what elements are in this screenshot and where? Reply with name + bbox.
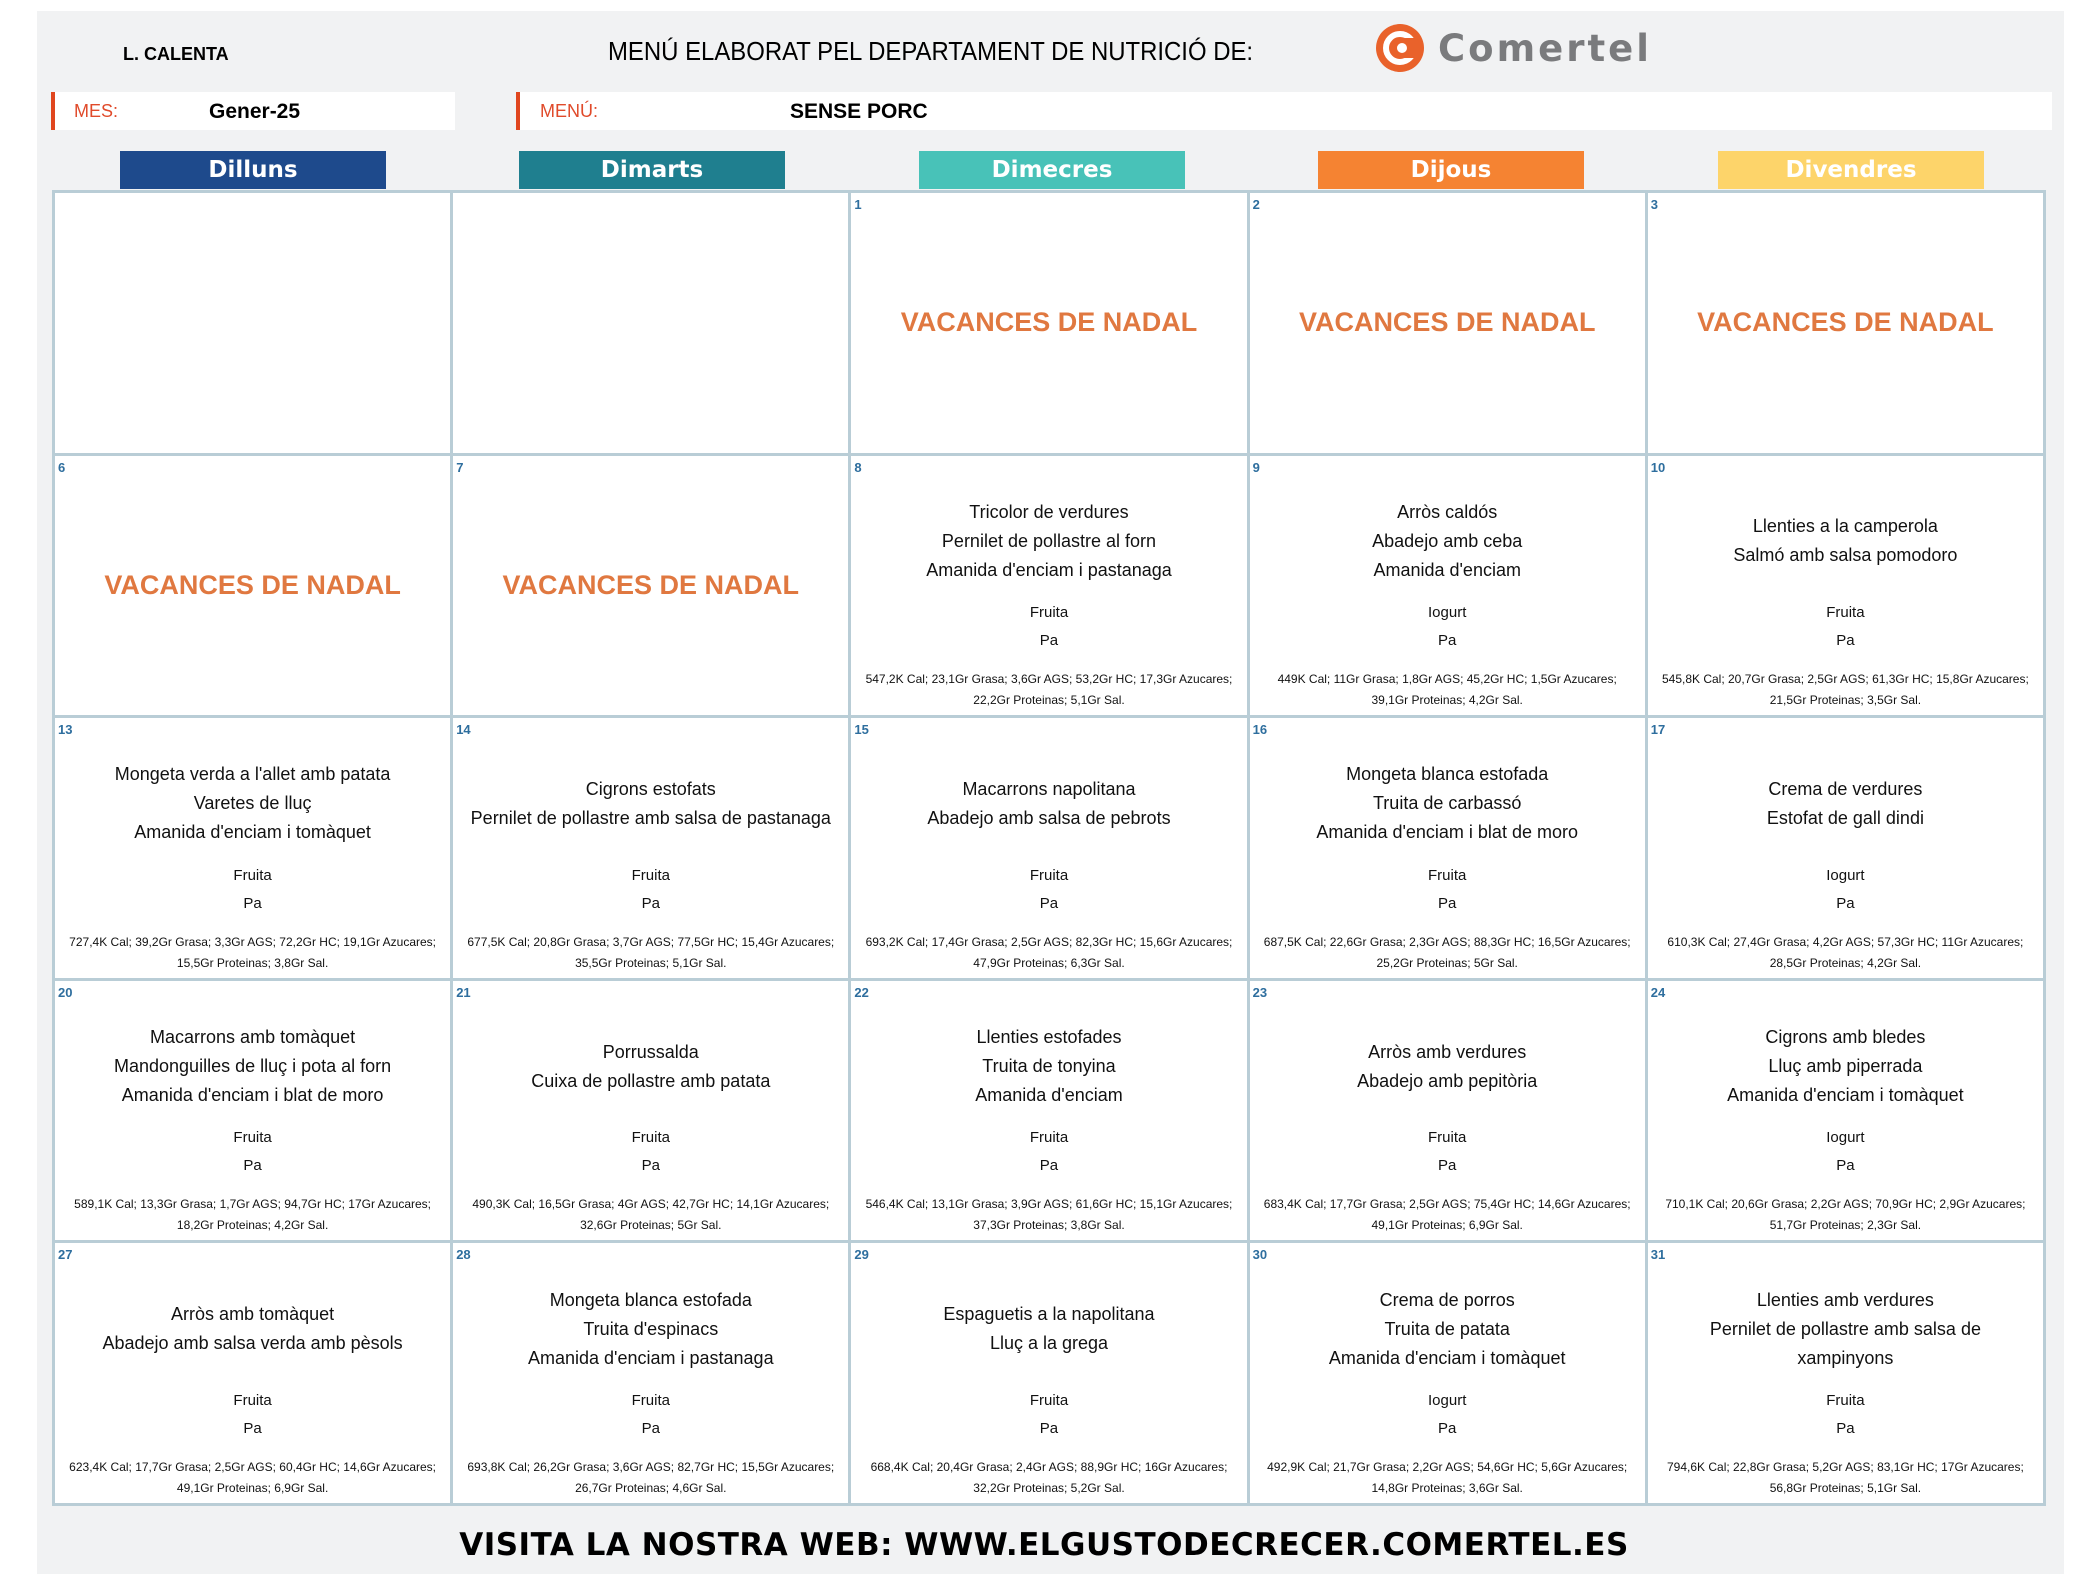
dish-list	[1767, 752, 1924, 856]
day-number: 28	[456, 1247, 471, 1263]
dessert-and-bread	[1428, 1387, 1466, 1443]
nutrition-info: 693,8K Cal; 26,2Gr Grasa; 3,6Gr AGS; 82,7Gr HC; 15,5Gr Azucares; 26,7Gr Proteinas; 4,6Gr Sal.	[467, 1460, 835, 1495]
dessert: Fruita	[631, 866, 670, 884]
bread: Pa	[641, 894, 660, 912]
dish-list	[1727, 1015, 1964, 1119]
day-number: 17	[1650, 722, 1666, 738]
dish-list	[103, 1277, 403, 1381]
dessert-and-bread	[1030, 1124, 1068, 1180]
menu-type-box	[516, 92, 2052, 130]
calendar-day-cell	[851, 718, 1246, 978]
dessert-and-bread	[1030, 599, 1068, 655]
calendar-day-cell	[1250, 718, 1645, 978]
dessert: Fruita	[1826, 1392, 1865, 1409]
bread: Pa	[1836, 894, 1855, 912]
dish: Mongeta blanca estofada	[1346, 764, 1549, 785]
bread: Pa	[641, 1420, 660, 1437]
dish-list	[943, 1277, 1154, 1381]
day-number: 13	[58, 722, 73, 738]
menu-type-value: SENSE PORC	[790, 100, 928, 123]
day-number: 10	[1650, 459, 1666, 475]
bread: Pa	[243, 1420, 262, 1437]
dessert-and-bread	[632, 862, 670, 918]
dish-list	[1357, 1015, 1537, 1119]
dish: Amanida d'enciam	[1373, 559, 1521, 580]
nutrition-info: 683,4K Cal; 17,7Gr Grasa; 2,5Gr AGS; 75,4Gr HC; 14,6Gr Azucares; 49,1Gr Proteinas; 6,9Gr Sal.	[1263, 1197, 1631, 1233]
dish: Estofat de gall dindi	[1766, 807, 1924, 828]
dish: Llenties estofades	[976, 1027, 1122, 1048]
nutrition-info: 794,6K Cal; 22,8Gr Grasa; 5,2Gr AGS; 83,1Gr HC; 17Gr Azucares; 56,8Gr Proteinas; 5,1Gr Sal.	[1666, 1460, 2024, 1495]
dessert-and-bread	[1030, 862, 1068, 918]
vacation-label: VACANCES DE NADAL	[1298, 307, 1596, 338]
dessert: Fruita	[1029, 1129, 1069, 1147]
bread: Pa	[1438, 894, 1457, 912]
bread: Pa	[1438, 632, 1457, 650]
nutrition-info: 545,8K Cal; 20,7Gr Grasa; 2,5Gr AGS; 61,3Gr HC; 15,8Gr Azucares; 21,5Gr Proteinas; 3,5Gr Sal.	[1661, 672, 2029, 708]
dish: Llenties amb verdures	[1756, 1289, 1934, 1310]
day-menu	[1254, 1015, 1641, 1237]
day-menu	[59, 1015, 446, 1237]
nutrition-info: 610,3K Cal; 27,4Gr Grasa; 4,2Gr AGS; 57,3Gr HC; 11Gr Azucares; 28,5Gr Proteinas; 4,2Gr Sal.	[1667, 934, 2024, 970]
day-number: 1	[854, 197, 862, 212]
dessert: Fruita	[1029, 1392, 1069, 1409]
day-number: 22	[854, 984, 869, 1000]
nutrition-info: 623,4K Cal; 17,7Gr Grasa; 2,5Gr AGS; 60,4Gr HC; 14,6Gr Azucares; 49,1Gr Proteinas; 6,9Gr Sal.	[69, 1460, 437, 1495]
dish: Abadejo amb salsa verda amb pèsols	[102, 1333, 403, 1354]
bread: Pa	[1039, 1157, 1059, 1175]
dish: Pernilet de pollastre amb salsa de	[1709, 1318, 1981, 1339]
calendar-day-cell	[453, 718, 848, 978]
calendar-day-cell	[55, 456, 450, 716]
vacation-label: VACANCES DE NADAL	[104, 569, 401, 600]
day-menu	[855, 490, 1242, 712]
dish: Mongeta verda a l'allet amb patata	[114, 764, 391, 785]
dish-list	[528, 1277, 774, 1381]
dessert: Fruita	[1029, 604, 1069, 622]
dish: Pernilet de pollastre al forn	[941, 530, 1157, 551]
bread: Pa	[1836, 1420, 1855, 1437]
bread: Pa	[1438, 1420, 1457, 1437]
day-menu	[855, 1277, 1242, 1499]
dish: Mongeta blanca estofada	[549, 1289, 752, 1310]
dessert-and-bread	[1826, 1124, 1864, 1180]
bread: Pa	[1836, 632, 1855, 650]
nutrition-info: 693,2K Cal; 17,4Gr Grasa; 2,5Gr AGS; 82,3Gr HC; 15,6Gr Azucares; 47,9Gr Proteinas; 6,3Gr Sal.	[865, 934, 1233, 970]
dessert: Iogurt	[1428, 1392, 1467, 1409]
dish: Mandonguilles de lluç i pota al forn	[114, 1056, 392, 1077]
day-number: 15	[854, 722, 869, 738]
dish: Cigrons amb bledes	[1765, 1027, 1926, 1048]
day-number: 31	[1650, 1247, 1666, 1263]
comertel-logo-icon	[1374, 22, 1426, 74]
calendar-day-cell	[55, 1243, 450, 1503]
day-number: 21	[456, 984, 471, 1000]
bread: Pa	[1039, 1420, 1059, 1437]
weekday-header: Dijous	[1318, 151, 1584, 189]
dessert-and-bread	[1428, 862, 1466, 918]
dish: Amanida d'enciam i blat de moro	[1316, 822, 1578, 843]
dessert-and-bread	[233, 1387, 271, 1443]
day-number: 7	[456, 459, 464, 475]
nutrition-info: 727,4K Cal; 39,2Gr Grasa; 3,3Gr AGS; 72,2Gr HC; 19,1Gr Azucares; 15,5Gr Proteinas; 3,8Gr Sal.	[69, 934, 437, 970]
logo-text: Comertel	[1438, 26, 1652, 70]
dish: Cuixa de pollastre amb patata	[531, 1070, 771, 1091]
month-box	[51, 92, 455, 130]
calendar-day-cell	[851, 193, 1246, 453]
calendar-day-cell	[55, 981, 450, 1241]
dessert-and-bread	[233, 1124, 271, 1180]
day-number: 2	[1252, 197, 1260, 212]
weekday-header: Dimarts	[519, 151, 785, 189]
dessert-and-bread	[1428, 1124, 1466, 1180]
dessert: Fruita	[233, 866, 272, 884]
dish: Amanida d'enciam	[975, 1085, 1123, 1106]
dish: Amanida d'enciam i blat de moro	[121, 1085, 384, 1106]
calendar-day-cell	[851, 1243, 1246, 1503]
calendar-day-cell	[1250, 193, 1645, 453]
day-number: 30	[1252, 1247, 1268, 1263]
nutrition-info: 710,1K Cal; 20,6Gr Grasa; 2,2Gr AGS; 70,9Gr HC; 2,9Gr Azucares; 51,7Gr Proteinas; 2,3Gr Sal.	[1665, 1197, 2026, 1233]
bread: Pa	[1039, 894, 1059, 912]
weekday-header: Dilluns	[120, 151, 386, 189]
calendar-day-cell	[1648, 456, 2043, 716]
dish-list	[926, 490, 1172, 594]
dessert-and-bread	[632, 1387, 670, 1443]
day-menu	[855, 1015, 1242, 1237]
nutrition-info: 677,5K Cal; 20,8Gr Grasa; 3,7Gr AGS; 77,5Gr HC; 15,4Gr Azucares; 35,5Gr Proteinas; 5,1Gr Sal.	[467, 934, 835, 970]
weekday-header: Dimecres	[919, 151, 1185, 189]
calendar-day-cell	[1648, 193, 2043, 453]
dish: Abadejo amb salsa de pebrots	[927, 807, 1171, 828]
dish: Salmó amb salsa pomodoro	[1733, 545, 1958, 566]
dish: Llenties a la camperola	[1752, 516, 1938, 537]
dish: Truita de patata	[1384, 1318, 1510, 1339]
dish: Truita de tonyina	[982, 1056, 1116, 1077]
nutrition-info: 449K Cal; 11Gr Grasa; 1,8Gr AGS; 45,2Gr HC; 1,5Gr Azucares; 39,1Gr Proteinas; 4,2Gr Sal.	[1277, 672, 1617, 708]
dessert-and-bread	[1826, 1387, 1864, 1443]
day-menu	[1254, 490, 1641, 712]
bread: Pa	[243, 1157, 262, 1175]
dessert-and-bread	[1826, 862, 1864, 918]
dish-list	[471, 752, 831, 856]
calendar-day-cell	[1250, 456, 1645, 716]
calendar-day-cell	[851, 981, 1246, 1241]
dish-list	[1329, 1277, 1566, 1381]
dish-list	[1316, 752, 1578, 856]
dessert: Fruita	[1428, 866, 1467, 884]
dessert: Fruita	[1428, 1129, 1467, 1147]
dish: Crema de verdures	[1768, 778, 1923, 799]
day-number: 3	[1650, 197, 1659, 212]
dessert: Fruita	[631, 1129, 670, 1147]
nutrition-info: 687,5K Cal; 22,6Gr Grasa; 2,3Gr AGS; 88,3Gr HC; 16,5Gr Azucares; 25,2Gr Proteinas; 5Gr Sal.	[1263, 934, 1631, 970]
day-menu	[1652, 1015, 2039, 1237]
month-value: Gener-25	[209, 100, 301, 123]
nutrition-info: 546,4K Cal; 13,1Gr Grasa; 3,9Gr AGS; 61,6Gr HC; 15,1Gr Azucares; 37,3Gr Proteinas; 3,8Gr Sal.	[865, 1197, 1233, 1233]
dessert: Iogurt	[1826, 1129, 1865, 1147]
vacation-label: VACANCES DE NADAL	[900, 307, 1198, 338]
dish: Arròs caldós	[1397, 501, 1498, 522]
nutrition-info: 492,9K Cal; 21,7Gr Grasa; 2,2Gr AGS; 54,6Gr HC; 5,6Gr Azucares; 14,8Gr Proteinas; 3,6Gr Sal.	[1267, 1460, 1628, 1495]
dish-list	[1710, 1277, 1981, 1381]
dish: Truita de carbassó	[1372, 793, 1522, 814]
dish: Abadejo amb pepitòria	[1357, 1070, 1538, 1091]
dish-list	[1733, 490, 1957, 594]
calendar-day-cell	[1648, 1243, 2043, 1503]
dish: Lluç amb piperrada	[1768, 1056, 1923, 1077]
comertel-logo	[1374, 20, 1652, 76]
day-menu	[59, 1277, 446, 1499]
day-menu	[457, 1277, 844, 1499]
dish: Macarrons napolitana	[962, 778, 1136, 799]
dessert: Iogurt	[1826, 866, 1865, 884]
dish: Amanida d'enciam i tomàquet	[1328, 1347, 1566, 1368]
calendar-day-cell	[453, 981, 848, 1241]
dessert: Fruita	[233, 1129, 272, 1147]
dessert: Fruita	[1826, 604, 1865, 622]
dish: Cigrons estofats	[585, 778, 716, 799]
dish-list	[114, 1015, 391, 1119]
dessert-and-bread	[233, 862, 271, 918]
day-number: 24	[1650, 984, 1666, 1000]
day-number: 16	[1252, 722, 1268, 738]
dish-list	[531, 1015, 770, 1119]
dessert-and-bread	[1030, 1387, 1068, 1443]
calendar-day-cell	[55, 193, 450, 453]
dish: xampinyons	[1797, 1347, 1894, 1368]
calendar-day-cell	[453, 456, 848, 716]
dish: Pernilet de pollastre amb salsa de pastanaga	[470, 807, 831, 828]
vacation-label: VACANCES DE NADAL	[502, 569, 800, 600]
nutrition-info: 589,1K Cal; 13,3Gr Grasa; 1,7Gr AGS; 94,7Gr HC; 17Gr Azucares; 18,2Gr Proteinas; 4,2Gr Sal.	[74, 1197, 431, 1233]
calendar-day-cell	[1250, 1243, 1645, 1503]
calendar-day-cell	[851, 456, 1246, 716]
day-menu	[457, 752, 844, 974]
dish: Arròs amb verdures	[1368, 1041, 1527, 1062]
dish: Amanida d'enciam i tomàquet	[134, 822, 371, 843]
dish-list	[975, 1015, 1123, 1119]
website-footer: VISITA LA NOSTRA WEB: WWW.ELGUSTODECRECER.COMERTEL.ES	[459, 1527, 1629, 1563]
dish: Abadejo amb ceba	[1372, 530, 1523, 551]
day-menu	[1254, 1277, 1641, 1499]
day-number: 23	[1252, 984, 1268, 1000]
dish-list	[115, 752, 391, 856]
nutrition-info: 490,3K Cal; 16,5Gr Grasa; 4Gr AGS; 42,7Gr HC; 14,1Gr Azucares; 32,6Gr Proteinas; 5Gr Sal.	[472, 1197, 830, 1233]
day-menu	[1652, 1277, 2039, 1499]
dish: Amanida d'enciam i pastanaga	[527, 1347, 774, 1368]
day-number: 8	[854, 459, 862, 475]
day-menu	[59, 752, 446, 974]
bread: Pa	[641, 1157, 660, 1175]
calendar-day-cell	[453, 193, 848, 453]
day-menu	[1652, 490, 2039, 712]
bread: Pa	[243, 894, 262, 912]
dessert-and-bread	[1826, 599, 1864, 655]
dessert-and-bread	[632, 1124, 670, 1180]
day-number: 9	[1252, 459, 1260, 475]
dish: Espaguetis a la napolitana	[943, 1304, 1155, 1325]
day-number: 29	[854, 1247, 869, 1263]
dish: Macarrons amb tomàquet	[150, 1027, 356, 1048]
bread: Pa	[1039, 632, 1059, 650]
menu-type-label: MENÚ:	[540, 101, 598, 121]
calendar-day-cell	[1250, 981, 1645, 1241]
bread: Pa	[1438, 1157, 1457, 1175]
calendar-day-cell	[55, 718, 450, 978]
day-number: 20	[58, 984, 73, 1000]
month-label: MES:	[74, 101, 119, 121]
nutrition-info: 668,4K Cal; 20,4Gr Grasa; 2,4Gr AGS; 88,9Gr HC; 16Gr Azucares; 32,2Gr Proteinas; 5,2Gr Sal.	[870, 1460, 1228, 1495]
dessert: Fruita	[631, 1392, 670, 1409]
day-number: 6	[58, 459, 66, 475]
dish-list	[927, 752, 1170, 856]
day-number: 27	[58, 1247, 73, 1263]
menu-calendar-grid	[52, 190, 2046, 1506]
dish: Tricolor de verdures	[969, 501, 1129, 522]
day-menu	[1254, 752, 1641, 974]
nutrition-info: 547,2K Cal; 23,1Gr Grasa; 3,6Gr AGS; 53,2Gr HC; 17,3Gr Azucares; 22,2Gr Proteinas; 5,1Gr Sal.	[865, 672, 1233, 708]
kitchen-type-label: L. CALENTA	[123, 44, 229, 64]
calendar-day-cell	[453, 1243, 848, 1503]
dish: Crema de porros	[1379, 1289, 1515, 1310]
dish: Arròs amb tomàquet	[171, 1304, 335, 1325]
dish-list	[1372, 490, 1522, 594]
dish: Lluç a la grega	[989, 1333, 1109, 1354]
day-menu	[1652, 752, 2039, 974]
day-menu	[457, 1015, 844, 1237]
bread: Pa	[1836, 1157, 1855, 1175]
dish: Amanida d'enciam i tomàquet	[1727, 1085, 1964, 1106]
weekday-header: Divendres	[1718, 151, 1984, 189]
day-menu	[855, 752, 1242, 974]
dessert-and-bread	[1428, 599, 1466, 655]
calendar-day-cell	[1648, 981, 2043, 1241]
dish: Amanida d'enciam i pastanaga	[926, 559, 1172, 580]
calendar-day-cell	[1648, 718, 2043, 978]
page-title: MENÚ ELABORAT PEL DEPARTAMENT DE NUTRICIÓ DE:	[608, 36, 1254, 66]
vacation-label: VACANCES DE NADAL	[1697, 307, 1994, 338]
dish: Varetes de lluç	[193, 793, 312, 814]
day-number: 14	[456, 722, 471, 738]
dessert: Fruita	[233, 1392, 272, 1409]
dessert: Fruita	[1029, 866, 1069, 884]
dish: Porrussalda	[602, 1041, 699, 1062]
dish: Truita d'espinacs	[583, 1318, 719, 1339]
dessert: Iogurt	[1428, 604, 1467, 622]
